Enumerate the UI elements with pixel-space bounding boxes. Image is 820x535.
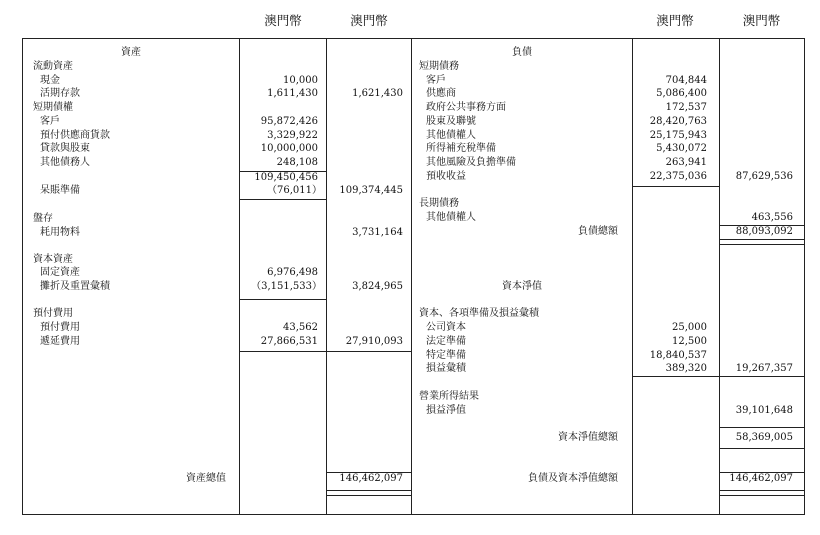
current-assets-total: 1,621,430 xyxy=(352,88,403,99)
receivables-total: 109,374,445 xyxy=(339,185,403,196)
bad-debt-label: 呆賬準備 xyxy=(40,185,80,196)
subtotal-rule xyxy=(327,351,411,352)
receivables-label: 短期債權 xyxy=(33,102,73,113)
net-profit-label: 損益淨值 xyxy=(426,405,466,416)
current-assets-label: 流動資產 xyxy=(33,61,73,72)
equity-item-value: 389,320 xyxy=(665,363,707,374)
total-liabilities-label: 負債總額 xyxy=(578,226,618,237)
total-assets-value: 146,462,097 xyxy=(339,473,403,484)
deferred-expenses-label: 遞延費用 xyxy=(40,336,80,347)
liability-item-label: 所得補充稅準備 xyxy=(426,143,496,154)
prepaid-section-label: 預付費用 xyxy=(33,308,73,319)
deferred-expenses-value: 27,866,531 xyxy=(260,336,318,347)
liability-item-label: 供應商 xyxy=(426,88,456,99)
prepaid-suppliers-label: 預付供應商貨款 xyxy=(40,130,110,141)
total-liabilities-value: 88,093,092 xyxy=(735,226,793,237)
short-term-liabilities-label: 短期債務 xyxy=(419,61,459,72)
equity-heading: 資本淨值 xyxy=(502,281,542,292)
liability-item-value: 263,941 xyxy=(665,157,707,168)
customers-value: 95,872,426 xyxy=(260,116,318,127)
table-left-border xyxy=(22,38,23,515)
table-right-border xyxy=(804,38,805,515)
total-equity-value: 58,369,005 xyxy=(735,432,793,443)
consumables-label: 耗用物料 xyxy=(40,227,80,238)
total-equity-label: 資本淨值總額 xyxy=(558,432,618,443)
total-rule xyxy=(720,244,804,245)
grand-total-value: 146,462,097 xyxy=(729,473,793,484)
prepaid-suppliers-value: 3,329,922 xyxy=(267,130,318,141)
total-rule xyxy=(720,239,804,240)
total-rule xyxy=(327,490,411,491)
liabilities-heading: 負債 xyxy=(512,47,532,58)
prepaid-total: 27,910,093 xyxy=(345,336,403,347)
subtotal-rule xyxy=(633,376,719,377)
table-top-border xyxy=(22,38,805,39)
liability-item-value: 704,844 xyxy=(665,75,707,86)
total-rule xyxy=(720,495,804,496)
currency-header-assets-2: 澳門幣 xyxy=(350,13,388,28)
total-rule xyxy=(327,495,411,496)
long-term-liabilities-label: 長期債務 xyxy=(419,198,459,209)
currency-header-liab-2: 澳門幣 xyxy=(742,13,781,28)
equity-item-label: 公司資本 xyxy=(426,322,466,333)
currency-header-assets-1: 澳門幣 xyxy=(264,13,302,28)
inventory-total: 3,731,164 xyxy=(352,227,403,238)
liability-item-value: 22,375,036 xyxy=(649,171,707,182)
operating-results-total: 39,101,648 xyxy=(735,405,793,416)
liability-item-label: 其他風險及負擔準備 xyxy=(426,157,516,168)
capital-assets-label: 資本資產 xyxy=(33,254,73,265)
depreciation-value: （3,151,533） xyxy=(251,281,322,292)
grand-total-label: 負債及資本淨值總額 xyxy=(528,473,618,484)
cash-value: 10,000 xyxy=(283,75,318,86)
liability-item-label: 股東及聯號 xyxy=(426,116,476,127)
equity-item-value: 12,500 xyxy=(672,336,707,347)
demand-deposits-value: 1,611,430 xyxy=(267,88,318,99)
other-debtors-label: 其他債務人 xyxy=(40,157,90,168)
capital-reserves-label: 資本、各項準備及損益彙積 xyxy=(419,308,539,319)
inventory-label: 盤存 xyxy=(33,213,53,224)
subtotal-rule xyxy=(720,427,804,428)
liability-item-label: 政府公共事務方面 xyxy=(426,102,506,113)
fixed-assets-value: 6,976,498 xyxy=(267,267,318,278)
currency-header-liab-1: 澳門幣 xyxy=(656,13,694,28)
capital-reserves-total: 19,267,357 xyxy=(735,363,793,374)
customers-label: 客戶 xyxy=(40,116,60,127)
subtotal-rule xyxy=(240,351,326,352)
equity-item-label: 特定準備 xyxy=(426,350,466,361)
liability-item-value: 5,086,400 xyxy=(656,88,707,99)
equity-item-value: 25,000 xyxy=(672,322,707,333)
liability-item-value: 5,430,072 xyxy=(656,143,707,154)
depreciation-label: 攤折及重置彙積 xyxy=(40,281,110,292)
liability-item-label: 其他債權人 xyxy=(426,130,476,141)
fixed-assets-label: 固定資產 xyxy=(40,267,80,278)
demand-deposits-label: 活期存款 xyxy=(40,88,80,99)
equity-item-label: 法定準備 xyxy=(426,336,466,347)
subtotal-rule xyxy=(240,299,326,300)
total-rule xyxy=(720,448,804,449)
assets-heading: 資產 xyxy=(121,47,141,58)
prepaid-expenses-value: 43,562 xyxy=(283,322,318,333)
loans-shareholders-value: 10,000,000 xyxy=(260,143,318,154)
subtotal-rule xyxy=(240,199,326,200)
liability-item-label: 預收收益 xyxy=(426,171,466,182)
subtotal-rule xyxy=(633,186,719,187)
liability-item-value: 28,420,763 xyxy=(649,116,707,127)
equity-item-value: 18,840,537 xyxy=(649,350,707,361)
liability-item-value: 172,537 xyxy=(665,102,707,113)
total-assets-label: 資產總值 xyxy=(186,473,226,484)
long-term-other-creditors-label: 其他債權人 xyxy=(426,212,476,223)
subtotal-rule xyxy=(720,376,804,377)
long-term-liabilities-total: 463,556 xyxy=(751,212,793,223)
receivables-subtotal: 109,450,456 xyxy=(254,172,318,183)
liability-item-label: 客戶 xyxy=(426,75,446,86)
column-divider xyxy=(326,38,327,515)
liability-item-value: 25,175,943 xyxy=(649,130,707,141)
operating-results-label: 營業所得結果 xyxy=(419,391,479,402)
loans-shareholders-label: 貸款與股東 xyxy=(40,143,90,154)
prepaid-expenses-label: 預付費用 xyxy=(40,322,80,333)
equity-item-label: 損益彙積 xyxy=(426,363,466,374)
cash-label: 現金 xyxy=(40,75,60,86)
short-term-liabilities-total: 87,629,536 xyxy=(735,171,793,182)
total-rule xyxy=(720,490,804,491)
other-debtors-value: 248,108 xyxy=(276,157,318,168)
bad-debt-value: （76,011） xyxy=(267,185,322,196)
capital-assets-total: 3,824,965 xyxy=(352,281,403,292)
table-bottom-border xyxy=(22,514,805,515)
